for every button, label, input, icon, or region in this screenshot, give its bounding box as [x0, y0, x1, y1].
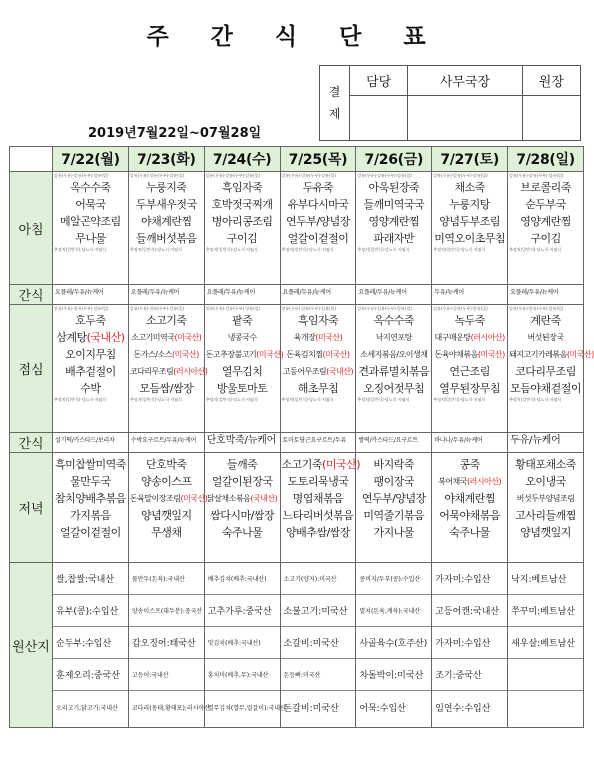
menu-item: 명엽채볶음: [292, 492, 344, 505]
origin-note: (미국산): [315, 333, 343, 342]
allergen-note: 알유(우유)·알유(두부)·알유(밀): [129, 173, 185, 178]
menu-item: 오이지무침: [65, 348, 116, 361]
menu-item: 느타리버섯볶음: [282, 509, 354, 522]
snack-item: 요플레/두유/뉴케어: [358, 289, 407, 296]
lunch-cell: [432, 305, 508, 433]
lunch-cell: [204, 305, 284, 433]
menu-item: 흑임자죽: [297, 314, 339, 327]
origin-item: 소불고기:미국산: [281, 595, 356, 627]
allergen-note: 추정치(일반식)·당뇨식·저염식: [433, 247, 486, 252]
origin-item: 차돌박이:미국산: [356, 659, 431, 691]
origin-item: 어묵:수입산: [359, 703, 406, 714]
origin-item: 멸치(돈육,계육):국내산: [356, 595, 431, 627]
origin-item: 돈갈비:미국산: [283, 703, 339, 714]
menu-item: 연두부/양념장: [361, 492, 426, 505]
snack-cell: [432, 433, 508, 453]
dinner-cell: [204, 453, 280, 563]
allergen-note: 추정치(일반식)·당뇨식·저염식: [281, 397, 334, 402]
menu-item: 유부다시마국: [287, 198, 349, 211]
origin-item: 유부(콩):수입산: [53, 595, 128, 627]
day-header: 7/24(수): [204, 147, 280, 172]
snack-item: 두유/뉴케어: [510, 435, 561, 446]
snack-cell: [356, 285, 432, 305]
snack-item: 바나나/두유/뉴케어: [434, 437, 483, 444]
approval-sign-staff: [350, 96, 408, 141]
snack-item: 토마토당근요구르트/두유: [282, 437, 346, 444]
menu-item: 영양계란찜: [368, 215, 420, 228]
corner-cell: [10, 147, 53, 172]
menu-item: 단호박죽: [146, 458, 187, 471]
origin-item: 홍치미(배추,무):국내산: [205, 659, 280, 691]
breakfast-cell: [356, 172, 432, 285]
menu-item: 북어채국(러시아산): [438, 477, 502, 486]
menu-item: 소고기죽(미국산): [281, 458, 361, 471]
meal-label-snack2: 간식: [10, 433, 53, 453]
allergen-note: 추정치(일반식)·당뇨식·저염식: [205, 247, 258, 252]
meal-label-dinner: 저녁: [10, 453, 53, 563]
snack-item: 단호박죽/뉴케어: [206, 435, 277, 446]
origin-item: 오리고기,닭고기:국내산: [56, 704, 118, 712]
origin-item: 임연수:수입산: [435, 703, 491, 714]
snack-cell: [204, 285, 280, 305]
snack-cell: [508, 285, 584, 305]
menu-item: 메알곤약조림: [60, 215, 121, 228]
approval-col-staff: 담당: [350, 66, 408, 96]
allergen-note: 추정치(일반식)·당뇨식·저염식: [129, 397, 182, 402]
snack-item: 요플레/두유/뉴케어: [510, 289, 559, 296]
menu-item: 양송이스프: [140, 475, 192, 488]
origin-note: (미국산): [322, 458, 361, 471]
menu-item: 호박젓국찌개: [211, 198, 273, 211]
menu-item: 닭살채소볶음(국내산): [206, 494, 278, 503]
approval-box: [319, 65, 581, 141]
menu-item: 오징어젓무침: [363, 382, 425, 395]
menu-item: 얼갈이된장국: [211, 475, 273, 488]
menu-item: 양념깻잎지: [140, 509, 192, 522]
menu-item: 고등어무조림(국내산): [282, 367, 354, 376]
menu-item: 팽이장국: [373, 475, 415, 488]
menu-item: 도토리묵냉국: [287, 475, 349, 488]
menu-item: 돈고추장불고기(미국산): [205, 350, 284, 359]
menu-item: 가지나물: [373, 526, 415, 539]
lunch-cell: [280, 305, 356, 433]
menu-item: 견과류멸치볶음: [358, 365, 430, 378]
origin-item: 쭈꾸미:베트남산: [508, 595, 583, 627]
allergen-note: 알유(우유)·알유(두부)·알유(밀): [205, 306, 261, 311]
origin-note: (미국산): [180, 494, 208, 503]
menu-item: 얼갈이겉절이: [287, 232, 349, 245]
origin-item: [508, 691, 583, 723]
menu-item: 돼지고기카레볶음(미국산): [509, 350, 594, 359]
snack-item: 설기떡/카스타드/보리차: [55, 437, 115, 444]
menu-item: 코다리무조림(러시아산): [129, 367, 208, 376]
lunch-cell: [356, 305, 432, 433]
day-header: 7/28(일): [508, 147, 584, 172]
breakfast-cell: [508, 172, 584, 285]
menu-item: 열무된장무침: [439, 382, 501, 395]
menu-item: 양배추쌈/쌈장: [285, 526, 350, 539]
menu-item: 야채계란찜: [140, 215, 192, 228]
approval-label: 결 제: [320, 66, 350, 141]
origin-item: 배추김치(배추:국내산): [205, 563, 280, 595]
meal-label-origin: 원산지: [10, 563, 53, 728]
menu-item: 참치양배추볶음: [54, 492, 126, 505]
allergen-note: 알유(우유)·알유(두부)·알유(밀): [129, 306, 185, 311]
menu-item: 육개장(미국산): [293, 333, 343, 342]
menu-item: 옥수수죽: [373, 314, 415, 327]
menu-item: 어묵국: [75, 198, 106, 211]
allergen-note: 알유(우유)·알유(두부)·알유(밀): [205, 173, 261, 178]
menu-item: 소고기죽: [146, 314, 187, 327]
snack-item: 요플레/두유/뉴케어: [130, 289, 180, 296]
allergen-note: 추정치(일반식)·당뇨식·저염식: [433, 397, 486, 402]
origin-note: (미국산): [174, 333, 202, 342]
snack-cell: [508, 433, 584, 453]
allergen-note: 추정치(일반식)·당뇨식·저염식: [281, 247, 334, 252]
menu-item: 수박: [80, 382, 101, 395]
origin-item: 조기:중국산: [432, 659, 507, 691]
snack-cell: [280, 285, 356, 305]
menu-item: 모듬야채겉절이: [510, 382, 581, 395]
dinner-cell: [356, 453, 432, 563]
origin-cell: [53, 563, 129, 728]
menu-item: 어묵야채볶음: [439, 509, 501, 522]
origin-item: [508, 659, 583, 691]
menu-item: 흑임자죽: [221, 181, 263, 194]
menu-item: 모듬쌈/쌈장: [139, 382, 194, 395]
dinner-cell: [53, 453, 129, 563]
snack-item: 요플레/두유/뉴케어: [55, 289, 104, 296]
menu-item: 냉콩국수: [227, 333, 257, 342]
allergen-note: 추정치(일반식)·당뇨식·저염식: [357, 247, 410, 252]
menu-item: 호두죽: [75, 314, 106, 327]
allergen-note: 알유(우유)·알유(두부)·알유(밀): [357, 306, 412, 311]
menu-item: 미역오이초무침: [434, 232, 506, 245]
menu-item: 숙주나물: [221, 526, 263, 539]
menu-item: 두부새우젓국: [135, 198, 197, 211]
menu-item: 방울토마토: [216, 382, 268, 395]
origin-note: (미국산): [566, 350, 594, 359]
origin-note: (미국산): [171, 350, 199, 359]
dinner-cell: [128, 453, 208, 563]
menu-item: 소고기미역국(미국산): [131, 333, 202, 342]
origin-item: 돈등뼈:미국산: [281, 659, 356, 691]
origin-note: (러시아산): [173, 367, 208, 376]
snack-item: 쌀떡/카스타드/요구르트: [358, 437, 418, 444]
origin-item: 고등어:국내산: [129, 659, 204, 691]
origin-cell: [128, 563, 211, 728]
menu-item: 대구매운탕(러시아산): [434, 333, 505, 342]
origin-item: 코다리(동태,황태포):러시아산: [131, 704, 211, 712]
meal-label-breakfast: 아침: [10, 172, 53, 285]
menu-item: 파래자반: [373, 232, 415, 245]
origin-note: (미국산): [256, 350, 284, 359]
allergen-note: 알유(우유)·알유(두부)·알유(밀): [509, 173, 564, 178]
meal-label-snack1: 간식: [10, 285, 53, 305]
menu-item: 병아리콩조림: [211, 215, 273, 228]
day-header: 7/27(토): [432, 147, 508, 172]
menu-item: 돈가스/소스(미국산): [133, 350, 199, 359]
snack-cell: [204, 433, 280, 453]
menu-item: 계란죽: [530, 314, 561, 327]
menu-item: 오이냉국: [525, 475, 566, 488]
origin-item: 맛김치(배추:국내산): [205, 627, 280, 659]
origin-note: (국내산): [86, 331, 125, 344]
snack-cell: [432, 285, 508, 305]
page-title: 주 간 식 단 표: [146, 24, 443, 50]
menu-item: 옥수수죽: [70, 181, 111, 194]
origin-note: (러시아산): [467, 477, 502, 486]
date-range: 2019년7월22일~07월28일: [88, 126, 262, 141]
menu-item: 해초무침: [297, 382, 339, 395]
allergen-note: 알유(우유)·알유(두부)·알유(밀): [54, 306, 109, 311]
menu-item: 고사리들깨찜: [515, 509, 576, 522]
approval-col-director: 원장: [522, 66, 580, 96]
breakfast-cell: [128, 172, 204, 285]
menu-item: 팥죽: [231, 314, 253, 327]
dinner-cell: [508, 453, 584, 563]
menu-item: 쌈다시마/쌈장: [210, 509, 275, 522]
origin-item: 고등어캔:국내산: [432, 595, 507, 627]
menu-item: 버섯두부양념조림: [516, 494, 575, 503]
menu-item: 누룽지탕: [449, 198, 490, 211]
origin-cell: [280, 563, 356, 728]
weekly-menu-table: [9, 146, 594, 728]
menu-item: 소세지볶음/오이생채: [360, 350, 428, 359]
approval-sign-office-manager: [408, 96, 522, 141]
origin-item: 갑오징어:태국산: [129, 627, 204, 659]
menu-item: 무생채: [151, 526, 182, 539]
menu-item: 콩죽: [459, 458, 480, 471]
allergen-note: 추정치(일반식)·당뇨식·저염식: [54, 397, 107, 402]
origin-item: 물만두(돈육):국내산: [129, 563, 204, 595]
allergen-note: 알유(우유)·알유(두부)·알유(밀): [281, 173, 336, 178]
snack-cell: [128, 285, 204, 305]
origin-cell: [204, 563, 286, 728]
day-header: 7/22(월): [53, 147, 129, 172]
approval-col-office-manager: 사무국장: [408, 66, 522, 96]
origin-note: (국내산): [250, 494, 278, 503]
allergen-note: 알유(우유)·알유(두부)·알유(밀): [509, 306, 564, 311]
breakfast-cell: [53, 172, 129, 285]
day-header: 7/25(목): [280, 147, 356, 172]
menu-item: 양념깻잎지: [520, 526, 571, 539]
snack-cell: [53, 433, 129, 453]
snack-cell: [356, 433, 432, 453]
lunch-cell: [128, 305, 208, 433]
origin-item: 쌀,찹쌀:국내산: [53, 563, 128, 595]
menu-item: 연두부/양념장: [285, 215, 350, 228]
origin-cell: [432, 563, 508, 728]
origin-item: 소고기(양지):미국산: [281, 563, 356, 595]
menu-item: 바지락죽: [373, 458, 415, 471]
menu-item: 얼갈이겉절이: [60, 526, 121, 539]
menu-item: 코다리무조림: [515, 365, 576, 378]
dinner-cell: [280, 453, 361, 563]
meal-label-lunch: 점심: [10, 305, 53, 433]
origin-item: 콩비지/두부(콩):수입산: [356, 563, 431, 595]
menu-item: 들깨죽: [226, 458, 258, 471]
origin-item: 가자미:수입산: [432, 627, 507, 659]
origin-note: (미국산): [477, 350, 505, 359]
snack-cell: [53, 285, 129, 305]
origin-note: (미국산): [322, 350, 350, 359]
menu-item: 삼계탕(국내산): [56, 331, 125, 344]
origin-item: 가자미:수입산: [432, 563, 507, 595]
menu-item: 물만두국: [70, 475, 111, 488]
allergen-note: 추정치(일반식)·당뇨식·저염식: [54, 247, 107, 252]
menu-item: 돈육김치찜(미국산): [286, 350, 350, 359]
menu-item: 무나물: [75, 232, 106, 245]
menu-item: 누룽지죽: [146, 181, 187, 194]
allergen-note: 추정치(일반식)·당뇨식·저염식: [509, 247, 562, 252]
menu-item: 돈육말이장조림(미국산): [129, 494, 208, 503]
snack-item: 요플레/두유/뉴케어: [206, 289, 256, 296]
menu-item: 배추겉절이: [65, 365, 116, 378]
allergen-note: 알유(우유)·알유(두부)·알유(밀): [54, 173, 109, 178]
menu-item: 야채계란찜: [444, 492, 495, 505]
origin-item: 양송이스프(대두분):중국산: [129, 595, 204, 627]
origin-item: 훈제오리:중국산: [53, 659, 128, 691]
snack-cell: [280, 433, 356, 453]
menu-item: 브로콜리죽: [520, 181, 571, 194]
breakfast-cell: [280, 172, 356, 285]
menu-item: 구이김: [530, 232, 561, 245]
menu-item: 두유죽: [302, 181, 334, 194]
origin-cell: [356, 563, 432, 728]
snack-item: 요플레/두유/뉴케어: [282, 289, 331, 296]
menu-item: 흑미찹쌀미역죽: [54, 458, 126, 471]
menu-item: 들깨버섯볶음: [135, 232, 197, 245]
allergen-note: 알유(우유)·알유(두부)·알유(밀): [433, 173, 488, 178]
origin-note: (국내산): [326, 367, 354, 376]
menu-item: 열무김치: [221, 365, 263, 378]
origin-item: 사골육수(호주산): [356, 627, 431, 659]
origin-item: 새우살:베트남산: [508, 627, 583, 659]
snack-item: 수박요구르트/두유/뉴케어: [130, 437, 197, 444]
menu-item: 버섯된장국: [527, 333, 564, 342]
origin-note: (러시아산): [470, 333, 505, 342]
day-header: 7/23(화): [128, 147, 204, 172]
menu-item: 녹두죽: [454, 314, 485, 327]
breakfast-cell: [432, 172, 508, 285]
menu-item: 구이김: [226, 232, 258, 245]
snack-cell: [128, 433, 204, 453]
allergen-note: 알유(우유)·알유(두부)·알유(밀): [357, 173, 412, 178]
origin-item: 소갈비:미국산: [281, 627, 356, 659]
dinner-cell: [432, 453, 508, 563]
menu-item: 숙주나물: [449, 526, 490, 539]
allergen-note: 추정치(일반식)·당뇨식·저염식: [129, 247, 182, 252]
origin-item: 열무김치(열무,얼갈이):국내산: [207, 704, 286, 712]
menu-item: 양념두부조림: [439, 215, 501, 228]
menu-item: 가지볶음: [70, 509, 111, 522]
allergen-note: 알유(우유)·알유(두부)·알유(밀): [281, 306, 336, 311]
breakfast-cell: [204, 172, 280, 285]
origin-cell: [508, 563, 584, 728]
day-header: 7/26(금): [356, 147, 432, 172]
origin-item: 고추가루:중국산: [205, 595, 280, 627]
allergen-note: 추정치(일반식)·당뇨식·저염식: [509, 397, 562, 402]
menu-item: 황태포채소죽: [515, 458, 576, 471]
origin-item: 순두부:수입산: [53, 627, 128, 659]
menu-item: 미역줄기볶음: [363, 509, 425, 522]
allergen-note: 알유(우유)·알유(두부)·알유(밀): [433, 306, 488, 311]
menu-item: 채소죽: [454, 181, 485, 194]
approval-sign-director: [522, 96, 580, 141]
allergen-note: 추정치(일반식)·당뇨식·저염식: [205, 397, 258, 402]
menu-item: 순두부국: [525, 198, 566, 211]
menu-item: 영양계란찜: [520, 215, 571, 228]
lunch-cell: [53, 305, 129, 433]
allergen-note: 추정치(일반식)·당뇨식·저염식: [357, 397, 410, 402]
menu-item: 돈육야채볶음(미국산): [434, 350, 505, 359]
menu-item: 연근조림: [449, 365, 490, 378]
origin-item: 낙지:베트남산: [508, 563, 583, 595]
snack-item: 두유/뉴케어: [434, 289, 465, 296]
menu-item: 낙지연포탕: [375, 333, 412, 342]
menu-item: 아욱된장죽: [368, 181, 420, 194]
lunch-cell: [508, 305, 594, 433]
menu-item: 들깨미역국국: [363, 198, 425, 211]
